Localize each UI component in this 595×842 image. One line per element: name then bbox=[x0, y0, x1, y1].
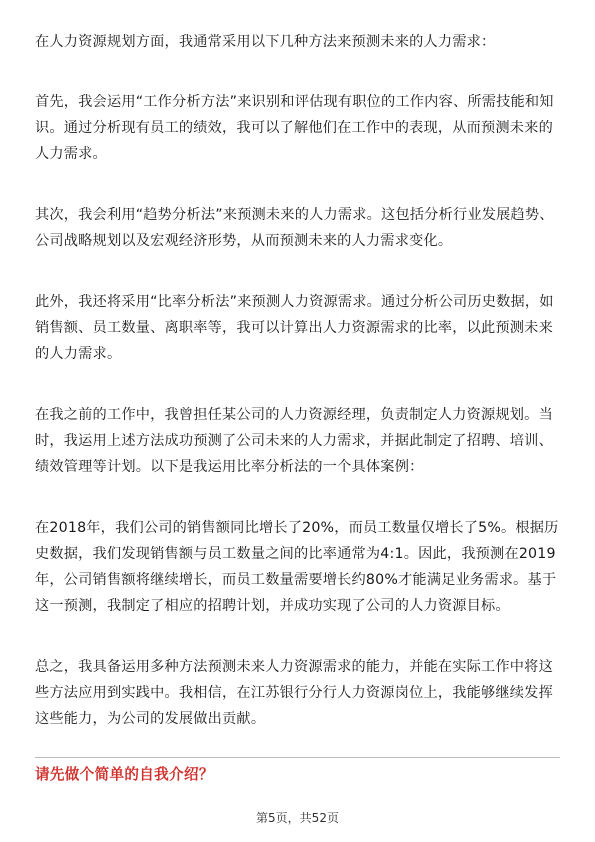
answer-paragraph: 此外，我还将采用“比率分析法”来预测人力资源需求。通过分析公司历史数据，如销售额、员工数量、离职率等，我可以计算出人力资源需求的比率，以此预测未来的人力需求。 bbox=[35, 294, 554, 362]
answer-paragraph: 在人力资源规划方面，我通常采用以下几种方法来预测未来的人力需求： bbox=[35, 34, 496, 50]
page-number: 第5页，共52页 bbox=[256, 811, 339, 825]
answer-paragraph: 首先，我会运用“工作分析方法”来识别和评估现有职位的工作内容、所需技能和知识。通过分析现有员工的绩效，我可以了解他们在工作中的表现，从而预测未来的人力需求。 bbox=[35, 94, 554, 162]
answer-paragraph: 总之，我具备运用多种方法预测未来人力资源需求的能力，并能在实际工作中将这些方法应用到实践中。我相信，在江苏银行分行人力资源岗位上，我能够继续发挥这些能力，为公司的发展做出贡献。 bbox=[35, 659, 553, 727]
section-divider bbox=[35, 757, 560, 758]
answer-paragraph: 在我之前的工作中，我曾担任某公司的人力资源经理，负责制定人力资源规划。当时，我运用上述方法成功预测了公司未来的人力需求，并据此制定了招聘、培训、绩效管理等计划。以下是我运用比率分析法的一个具体案例： bbox=[35, 407, 553, 475]
answer-paragraph: 其次，我会利用“趋势分析法”来预测未来的人力需求。这包括分析行业发展趋势、公司战略规划以及宏观经济形势，从而预测未来的人力需求变化。 bbox=[35, 207, 554, 249]
next-question-heading: 请先做个简单的自我介绍？ bbox=[35, 766, 214, 783]
answer-paragraph: 在2018年，我们公司的销售额同比增长了20%，而员工数量仅增长了5%。根据历史数据，我们发现销售额与员工数量之间的比率通常为4:1。因此，我预测在2019年，公司销售额将继续增长，而员工数量需要增长约80%才能满足业务需求。基于这一预测，我制定了相应的招聘计划，并成功实现了公司的人力资源目标。 bbox=[35, 520, 559, 614]
